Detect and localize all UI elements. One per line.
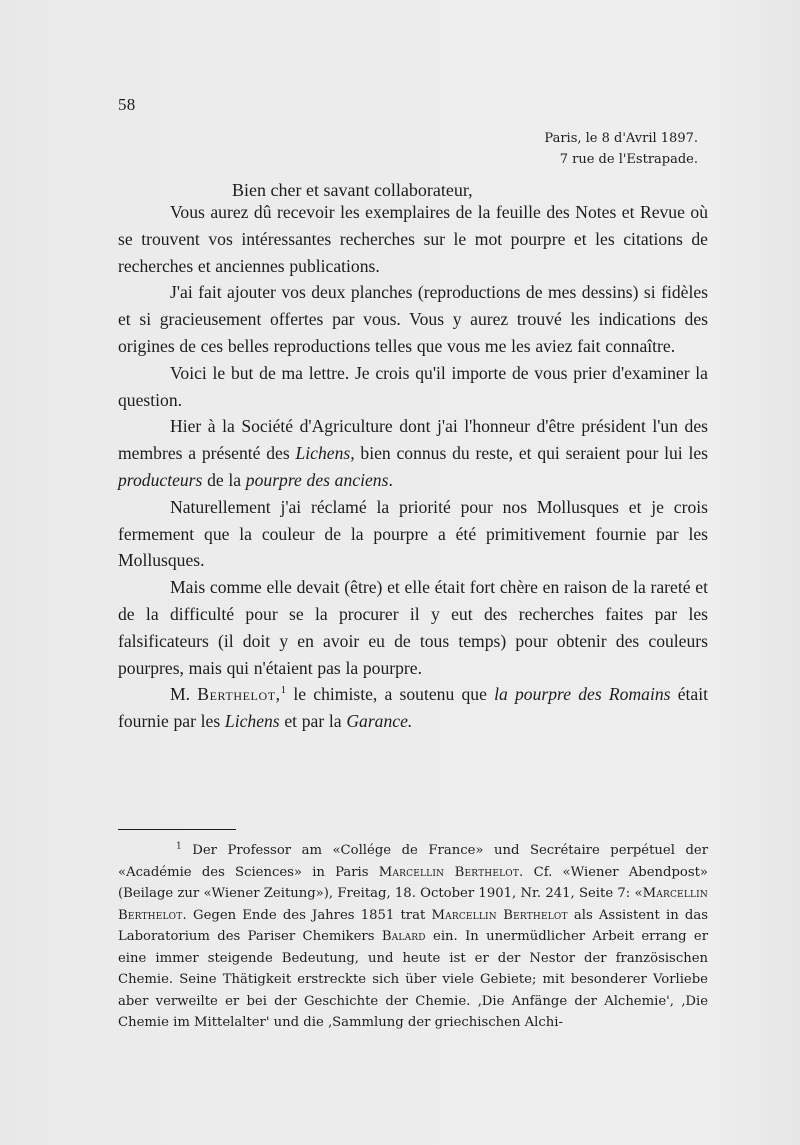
italic-term-producteurs: producteurs [118,469,203,490]
paragraph: Mais comme elle devait (être) et elle était fort chère en raison de la rareté et de la difficulté pour se la procurer il y eut des recherches faites par les falsificateurs (il doit y en avoir eu de tous temps) pour obtenir des couleurs pourpres, mais qui n'étaient pas la pourpre. [118,577,708,678]
footnote-segment: als Assistent in das Laboratorium des Pariser Chemikers [118,907,708,944]
name-berthelot: Berthelot, [197,684,281,705]
footnote-segment: Der Professor am «Collége de France» und Secrétaire perpétuel der «Académie des Sciences» in Paris [118,843,708,880]
paragraph-text: M. [170,684,198,705]
footnote-segment: Cf. «Wiener Abendpost» (Beilage zur «Wiener Zeitung»), Freitag, 18. October 1901, Nr. 241, Seite 7: « [118,864,708,901]
footnote-text [118,840,708,1034]
footnote-name: Marcellin Berthelot. [118,886,708,923]
footnote-separator [118,829,236,830]
italic-phrase: la pourpre des Romains [494,684,671,705]
paragraph [118,413,708,493]
paragraph: Naturellement j'ai réclamé la priorité pour nos Mollusques et je crois fermement que la couleur de la pourpre a été primitivement fournie par les Mollusques. [118,496,708,571]
paragraph-text: bien connus du reste, et qui seraient pour lui les [354,443,708,464]
footnote-name: Marcellin Berthelot. [378,864,524,880]
paragraph: J'ai fait ajouter vos deux planches (reproductions de mes dessins) si fidèles et si gracieusement offertes par vous. Vous y aurez trouvé les indications des origines de ces belles reproductions telles que vous me les aviez fait connaître. [118,282,708,356]
italic-term: Garance. [346,711,413,732]
paragraph: Vous aurez dû recevoir les exemplaires de la feuille des Notes et Revue où se trouvent vos intéressantes recherches sur le mot pourpre et les citations de recherches et anciennes publications. [118,202,708,276]
footnote [118,840,708,1034]
paragraph-text: de la [202,469,246,490]
paragraph: Voici le but de ma lettre. Je crois qu'il importe de vous prier d'examiner la question. [118,362,708,410]
page-number: 58 [118,95,136,114]
footnote-name: Balard [381,929,426,944]
paragraph-text: le chimiste, a soutenu que [286,684,495,705]
dateline-place-date: Paris, le 8 d'Avril 1897. [544,131,698,146]
paragraph-text: était fournie par les [118,684,708,732]
footnote-marker: 1 [176,841,182,852]
footnote-segment: ein. In unermüdlicher Arbeit errang er eine immer steigende Bedeutung, und heute ist er der Nestor der französischen Chemie. Seine Thätigkeit erstreckte sich über viele Gebiete; mit besonderer Vorliebe aber verweilte er bei der Geschichte der Chemie. ‚Die Anfänge der Alchemie', ‚Die Chemie im Mittelalter' und die ‚Sammlung der griechischen Alchi- [118,929,708,1030]
letter-dateline [544,128,698,170]
letter-salutation: Bien cher et savant collaborateur, [232,180,473,200]
footnote-segment: Gegen Ende des Jahres 1851 trat [186,907,432,923]
footnote-name: Marcellin Berthelot [431,907,568,923]
paragraph [118,681,708,735]
italic-term-pourpre: pourpre des anciens [245,469,389,490]
paragraph-text: . [388,469,393,490]
paragraph-text: et par la [279,711,347,732]
italic-term: Lichens [224,711,280,732]
footnote-reference: 1 [280,684,287,697]
paragraph-text: Hier à la Société d'Agriculture dont j'ai l'honneur d'être président l'un des membres a présenté des [118,416,708,464]
italic-term-lichens: Lichens, [295,443,355,464]
letter-body [118,199,708,735]
dateline-address: 7 rue de l'Estrapade. [559,152,698,167]
